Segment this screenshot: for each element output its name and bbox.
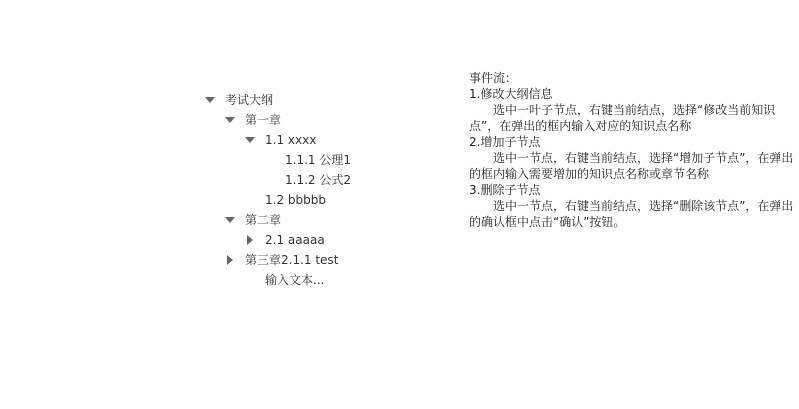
caret-down-icon[interactable] (240, 130, 260, 150)
event-flow-description (469, 70, 795, 230)
tree-node-section-2-1[interactable] (200, 230, 460, 250)
event-text: 选中一节点，右键当前结点，选择“删除该节点”，在弹出的确认框中点击“确认”按钮。 (469, 199, 794, 229)
event-text: 选中一叶子节点，右键当前结点，选择“修改当前知识点”，在弹出的框内输入对应的知识点名称 (469, 103, 776, 133)
event-heading: 3.删除子节点 (469, 183, 541, 197)
event-heading: 1.修改大纲信息 (469, 87, 553, 101)
tree-node-root[interactable] (200, 90, 460, 110)
tree-node-label[interactable]: 第一章 (245, 113, 282, 127)
tree-node-label[interactable]: 第三章2.1.1 test (245, 253, 339, 267)
tree-node-new-input[interactable] (200, 270, 460, 290)
tree-node-label[interactable]: 1.2 bbbbb (265, 193, 326, 207)
tree-node-leaf[interactable] (200, 150, 460, 170)
tree-node-label[interactable]: 2.1 aaaaa (265, 233, 325, 247)
tree-node-label[interactable]: 第二章 (245, 213, 282, 227)
caret-down-icon[interactable] (220, 110, 240, 130)
outline-tree (200, 90, 460, 290)
tree-node-leaf[interactable] (200, 190, 460, 210)
tree-node-chapter-2[interactable] (200, 210, 460, 230)
tree-node-leaf[interactable] (200, 170, 460, 190)
tree-node-label[interactable]: 1.1.2 公式2 (285, 173, 351, 187)
caret-down-icon[interactable] (200, 90, 220, 110)
event-heading: 2.增加子节点 (469, 135, 541, 149)
caret-down-icon[interactable] (220, 210, 240, 230)
tree-node-chapter-1[interactable] (200, 110, 460, 130)
event-flow-title: 事件流： (469, 71, 518, 85)
tree-node-label[interactable]: 1.1.1 公理1 (285, 153, 351, 167)
caret-right-icon[interactable] (240, 230, 260, 250)
tree-node-label[interactable]: 考试大纲 (225, 93, 274, 107)
caret-right-icon[interactable] (220, 250, 240, 270)
event-text: 选中一节点，右键当前结点，选择“增加子节点”，在弹出的框内输入需要增加的知识点名称或章节名称 (469, 151, 794, 181)
tree-node-section-1-1[interactable] (200, 130, 460, 150)
tree-node-label[interactable]: 1.1 xxxx (265, 133, 317, 147)
node-name-input[interactable]: 输入文本... (265, 273, 325, 287)
tree-node-chapter-3[interactable] (200, 250, 460, 270)
